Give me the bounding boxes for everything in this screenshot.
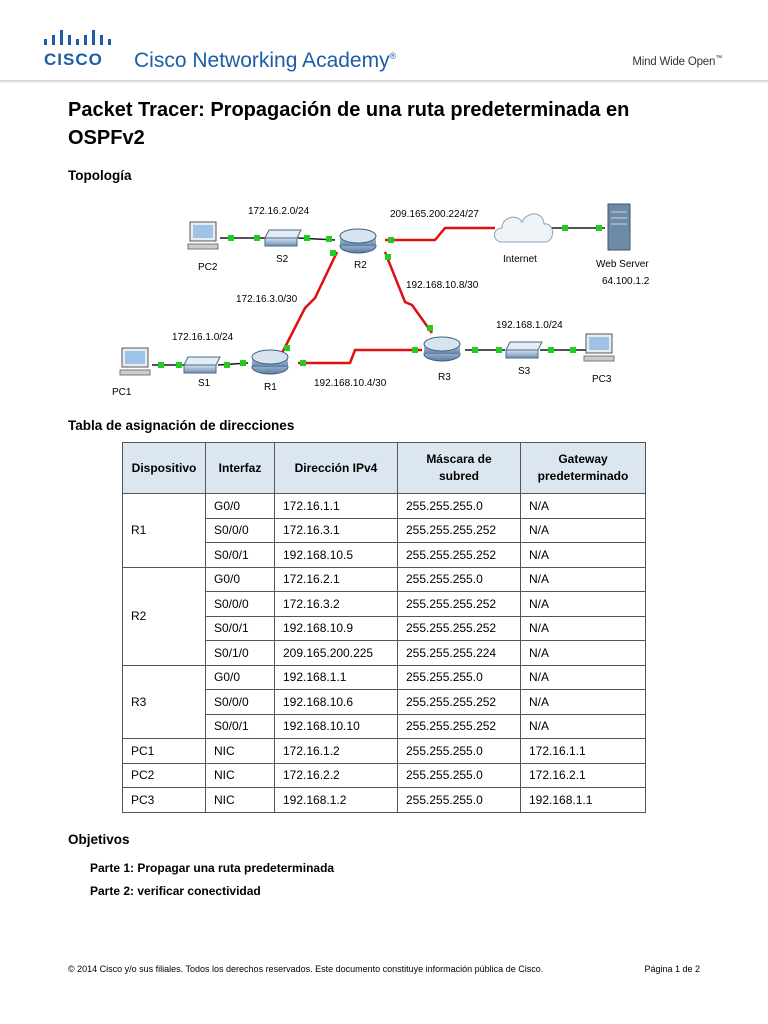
label-web-server-ip: 64.100.1.2 <box>602 276 650 287</box>
link-r2-r3 <box>385 252 432 333</box>
link-r2-isp <box>385 228 495 240</box>
label-s3: S3 <box>518 366 531 377</box>
cell-device: R3 <box>123 665 206 739</box>
cell-ip: 192.168.10.9 <box>275 616 398 641</box>
cell-ip: 172.16.2.2 <box>275 763 398 788</box>
cell-device: PC2 <box>123 763 206 788</box>
label-r3: R3 <box>438 372 451 383</box>
r1-router-icon <box>252 350 288 374</box>
net-label-lan-r3: 192.168.1.0/24 <box>496 320 563 331</box>
cell-gateway: N/A <box>521 616 646 641</box>
net-label-r2-r3: 192.168.10.8/30 <box>406 280 479 291</box>
cell-interface: NIC <box>206 763 275 788</box>
cell-interface: S0/0/1 <box>206 616 275 641</box>
label-r2: R2 <box>354 260 367 271</box>
section-heading-topology: Topología <box>68 168 132 183</box>
cell-mask: 255.255.255.0 <box>398 567 521 592</box>
cell-interface: S0/0/0 <box>206 518 275 543</box>
label-pc3: PC3 <box>592 374 612 385</box>
cell-interface: G0/0 <box>206 665 275 690</box>
cell-gateway: N/A <box>521 641 646 666</box>
addressing-table <box>122 442 646 813</box>
label-s1: S1 <box>198 378 211 389</box>
cell-device: PC3 <box>123 788 206 813</box>
cell-ip: 192.168.10.10 <box>275 714 398 739</box>
objective-part1: Parte 1: Propagar una ruta predeterminada <box>90 861 335 875</box>
cell-device: R1 <box>123 494 206 568</box>
table-row <box>123 788 646 813</box>
internet-cloud-icon <box>495 214 553 242</box>
page-header <box>0 0 768 90</box>
cell-gateway: 192.168.1.1 <box>521 788 646 813</box>
pc3-computer-icon <box>584 334 614 361</box>
topology-diagram <box>100 190 680 405</box>
net-label-lan-r2: 172.16.2.0/24 <box>248 206 310 217</box>
cell-gateway: 172.16.1.1 <box>521 739 646 764</box>
cisco-logo-bars-icon <box>44 30 116 48</box>
cell-interface: NIC <box>206 739 275 764</box>
s1-switch-icon <box>184 357 220 373</box>
net-label-lan-r1: 172.16.1.0/24 <box>172 332 234 343</box>
cell-mask: 255.255.255.252 <box>398 543 521 568</box>
page-footer <box>68 964 700 974</box>
col-header-gateway: Gateway predeterminado <box>521 443 646 494</box>
cell-interface: NIC <box>206 788 275 813</box>
cell-gateway: N/A <box>521 714 646 739</box>
cell-interface: S0/1/0 <box>206 641 275 666</box>
cell-mask: 255.255.255.252 <box>398 690 521 715</box>
footer-page-number: Página 1 de 2 <box>644 964 700 974</box>
cell-mask: 255.255.255.252 <box>398 592 521 617</box>
col-header-mask: Máscara de subred <box>398 443 521 494</box>
label-pc2: PC2 <box>198 262 218 273</box>
cell-interface: S0/0/0 <box>206 592 275 617</box>
cell-gateway: N/A <box>521 567 646 592</box>
objective-part2: Parte 2: verificar conectividad <box>90 884 261 898</box>
pc1-computer-icon <box>120 348 150 375</box>
cell-gateway: N/A <box>521 690 646 715</box>
footer-copyright: © 2014 Cisco y/o sus filiales. Todos los derechos reservados. Este documento constituye información pública de Cisco. <box>68 964 544 974</box>
cell-gateway: N/A <box>521 494 646 519</box>
s2-switch-icon <box>265 230 301 246</box>
serial-links <box>282 228 495 363</box>
table-row <box>123 567 646 592</box>
cell-gateway: 172.16.2.1 <box>521 763 646 788</box>
cell-gateway: N/A <box>521 543 646 568</box>
table-row <box>123 763 646 788</box>
cell-ip: 172.16.3.2 <box>275 592 398 617</box>
net-label-r1-r3: 192.168.10.4/30 <box>314 378 387 389</box>
cell-gateway: N/A <box>521 665 646 690</box>
objectives-list <box>90 857 334 903</box>
cell-mask: 255.255.255.0 <box>398 739 521 764</box>
cell-device: PC1 <box>123 739 206 764</box>
document-title: Packet Tracer: Propagación de una ruta predeterminada en OSPFv2 <box>68 99 630 149</box>
label-web-server: Web Server <box>596 259 649 270</box>
cell-mask: 255.255.255.252 <box>398 714 521 739</box>
label-internet: Internet <box>503 254 537 265</box>
cell-ip: 192.168.10.6 <box>275 690 398 715</box>
cell-mask: 255.255.255.0 <box>398 788 521 813</box>
cisco-logo-word: CISCO <box>44 50 103 69</box>
col-header-interface: Interfaz <box>206 443 275 494</box>
tagline: Mind Wide Open™ <box>632 55 722 68</box>
cell-ip: 192.168.1.2 <box>275 788 398 813</box>
cell-ip: 209.165.200.225 <box>275 641 398 666</box>
net-label-wan-isp: 209.165.200.224/27 <box>390 209 479 220</box>
cell-gateway: N/A <box>521 592 646 617</box>
table-row <box>123 494 646 519</box>
section-heading-objectives: Objetivos <box>68 832 130 847</box>
cell-ip: 172.16.1.2 <box>275 739 398 764</box>
label-r1: R1 <box>264 382 277 393</box>
academy-name: Cisco Networking Academy® <box>134 49 397 72</box>
pc2-computer-icon <box>188 222 218 249</box>
cell-device: R2 <box>123 567 206 665</box>
col-header-device: Dispositivo <box>123 443 206 494</box>
table-header-row <box>123 443 646 494</box>
table-row <box>123 665 646 690</box>
cell-interface: G0/0 <box>206 567 275 592</box>
cell-mask: 255.255.255.252 <box>398 616 521 641</box>
col-header-ip: Dirección IPv4 <box>275 443 398 494</box>
label-s2: S2 <box>276 254 289 265</box>
cell-interface: S0/0/1 <box>206 714 275 739</box>
s3-switch-icon <box>506 342 542 358</box>
header-divider <box>0 80 768 83</box>
cell-mask: 255.255.255.0 <box>398 494 521 519</box>
cell-ip: 192.168.1.1 <box>275 665 398 690</box>
cell-ip: 172.16.3.1 <box>275 518 398 543</box>
cell-mask: 255.255.255.0 <box>398 665 521 690</box>
cell-gateway: N/A <box>521 518 646 543</box>
cell-mask: 255.255.255.0 <box>398 763 521 788</box>
cell-interface: S0/0/1 <box>206 543 275 568</box>
cell-interface: G0/0 <box>206 494 275 519</box>
web-server-icon <box>608 204 630 250</box>
cell-ip: 192.168.10.5 <box>275 543 398 568</box>
cell-ip: 172.16.2.1 <box>275 567 398 592</box>
r2-router-icon <box>340 229 376 253</box>
table-row <box>123 739 646 764</box>
cell-interface: S0/0/0 <box>206 690 275 715</box>
cell-mask: 255.255.255.224 <box>398 641 521 666</box>
net-label-r1-r2: 172.16.3.0/30 <box>236 294 298 305</box>
section-heading-table: Tabla de asignación de direcciones <box>68 418 295 433</box>
table-body <box>123 494 646 813</box>
r3-router-icon <box>424 337 460 361</box>
label-pc1: PC1 <box>112 387 132 398</box>
cell-ip: 172.16.1.1 <box>275 494 398 519</box>
link-r1-r3 <box>298 350 422 363</box>
cell-mask: 255.255.255.252 <box>398 518 521 543</box>
